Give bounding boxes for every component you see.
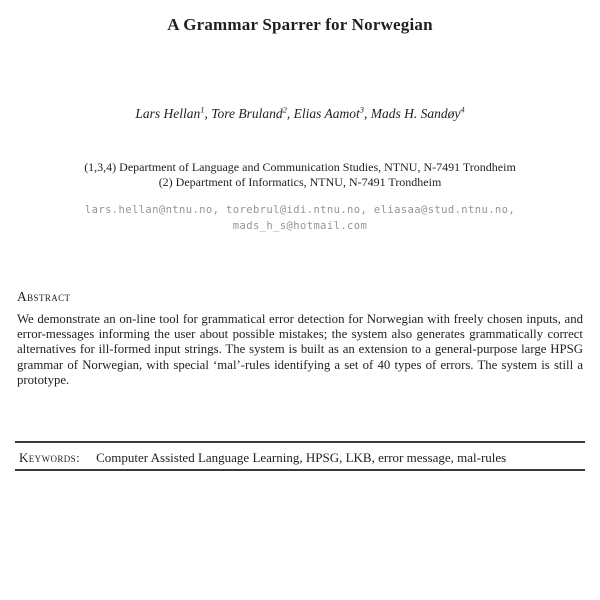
author-footnote-number: 3 bbox=[359, 104, 365, 115]
author-name: Elias Aamot$^3$ bbox=[293, 104, 365, 121]
email-line-2: mads_h_s@hotmail.com bbox=[232, 219, 368, 232]
affiliations bbox=[0, 160, 600, 189]
author-footnote-number: 1 bbox=[200, 104, 205, 115]
author-name: Lars Hellan$^1$ bbox=[135, 104, 205, 121]
keywords-text: Computer Assisted Language Learning, HPSG, LKB, error message, mal-rules bbox=[96, 450, 507, 465]
author-name: Mads H. Sandøy$^4$ bbox=[370, 104, 465, 121]
affiliation-line-2: (2) Department of Informatics, NTNU, N-7491 Trondheim bbox=[158, 174, 442, 189]
abstract-heading: Abstract bbox=[17, 289, 71, 304]
keywords-label: Keywords: bbox=[19, 450, 81, 465]
author-footnote-number: 4 bbox=[460, 104, 465, 115]
emails bbox=[0, 203, 600, 234]
authors-line: Lars Hellan$^1$, Tore Bruland$^2$, Elias Aamot$^3$, Mads H. Sandøy$^4$ bbox=[135, 104, 465, 121]
keywords-section bbox=[15, 441, 585, 471]
author-footnote-number: 2 bbox=[282, 104, 287, 115]
paper-title: A Grammar Sparrer for Norwegian bbox=[167, 15, 433, 34]
abstract-text: We demonstrate an on-line tool for grammatical error detection for Norwegian with freely chosen inputs, and error-messages informing the user about possible mistakes; the system also generates grammatically correct alternatives for ill-formed input strings. The system is built as an extension to a general-purpose large HPSG grammar of Norwegian, with special ‘mal’-rules identifying a set of 40 types of errors. The system is still a prototype. bbox=[17, 312, 583, 387]
email-line-1: lars.hellan@ntnu.no, torebrul@idi.ntnu.no, eliasaa@stud.ntnu.no, bbox=[84, 204, 516, 216]
affiliation-line-1: (1,3,4) Department of Language and Communication Studies, NTNU, N-7491 Trondheim bbox=[84, 160, 516, 174]
author-name: Tore Bruland$^2$ bbox=[211, 104, 287, 121]
